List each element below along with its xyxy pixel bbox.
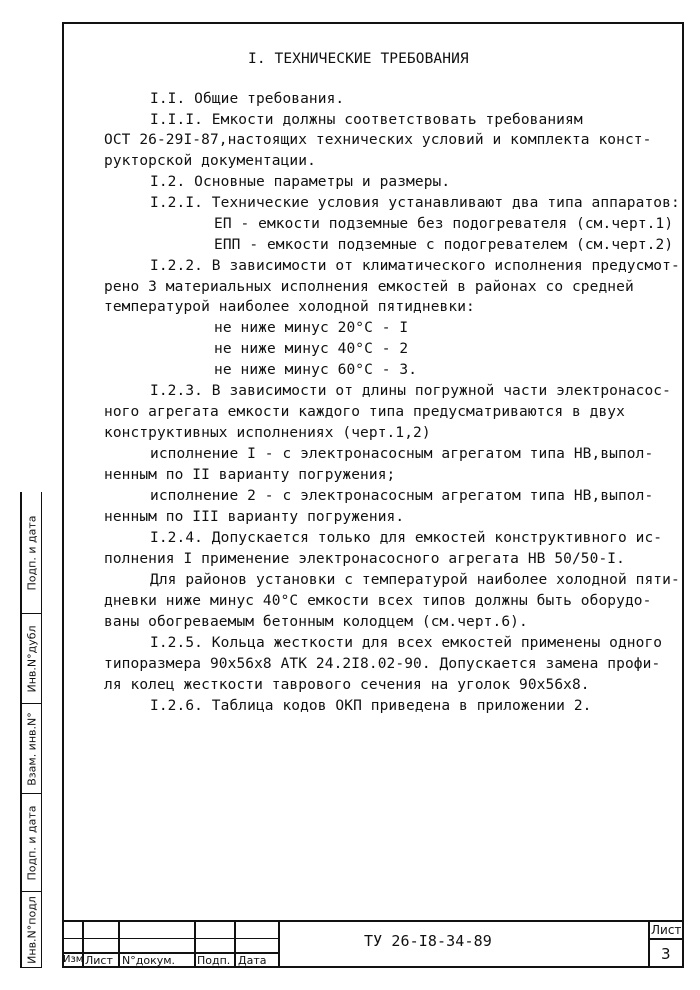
- body-line: I.2.3. В зависимости от длины погружной части электронасос-: [150, 383, 671, 399]
- side-label-vzam-inv: Взам. инв.N°: [22, 704, 42, 794]
- stamp-col-data: Дата: [238, 954, 267, 967]
- body-line: ЕП - емкости подземные без подогревателя (см.черт.1): [214, 216, 674, 232]
- body-line: ля колец жесткости таврового сечения на уголок 90х56х8.: [104, 677, 590, 693]
- body-line: рукторской документации.: [104, 153, 316, 169]
- body-line: конструктивных исполнениях (черт.1,2): [104, 425, 431, 441]
- body-line: ваны обогреваемым бетонным колодцем (см.черт.6).: [104, 614, 528, 630]
- body-line: исполнение I - с электронасосным агрегатом типа НВ,выпол-: [150, 446, 654, 462]
- stamp-col-doc-no: N°докум.: [122, 954, 176, 967]
- side-label-inv-podl: Инв.N°подл: [22, 892, 42, 968]
- stamp-col-izm: Изм: [63, 954, 84, 965]
- body-line: I.2.4. Допускается только для емкостей конструктивного ис-: [150, 530, 663, 546]
- side-label-podp-data-2: Подп. и дата: [22, 794, 42, 892]
- body-line: Для районов установки с температурой наиболее холодной пяти-: [150, 572, 680, 588]
- document-code: ТУ 26-I8-34-89: [364, 932, 492, 950]
- body-line: исполнение 2 - с электронасосным агрегатом типа НВ,выпол-: [150, 488, 654, 504]
- body-line: ненным по III варианту погружения.: [104, 509, 405, 525]
- body-line: не ниже минус 20°С - I: [214, 320, 409, 336]
- sheet-label: Лист: [651, 923, 682, 937]
- section-heading: I. ТЕХНИЧЕСКИЕ ТРЕБОВАНИЯ: [248, 51, 469, 67]
- body-line: I.I. Общие требования.: [150, 91, 345, 107]
- body-line: дневки ниже минус 40°С емкости всех типов должны быть оборудо-: [104, 593, 652, 609]
- body-line: I.2.6. Таблица кодов ОКП приведена в приложении 2.: [150, 698, 592, 714]
- side-label-inv-dubl: Инв.N°дубл: [22, 614, 42, 704]
- body-line: ненным по II варианту погружения;: [104, 467, 396, 483]
- side-stamp: [20, 492, 64, 968]
- stamp-col-podp: Подп.: [197, 954, 231, 967]
- body-line: ОСТ 26-29I-87,настоящих технических условий и комплекта конст-: [104, 132, 652, 148]
- body-line: ЕПП - емкости подземные с подогревателем (см.черт.2): [214, 237, 674, 253]
- body-line: не ниже минус 40°С - 2: [214, 341, 409, 357]
- body-line: ного агрегата емкости каждого типа предусматриваются в двух: [104, 404, 625, 420]
- stamp-col-list: Лист: [85, 954, 113, 967]
- body-line: полнения I применение электронасосного агрегата НВ 50/50-I.: [104, 551, 625, 567]
- body-line: I.2.I. Технические условия устанавливают два типа аппаратов:: [150, 195, 680, 211]
- body-line: I.I.I. Емкости должны соответствовать требованиям: [150, 112, 583, 128]
- body-line: не ниже минус 60°С - 3.: [214, 362, 418, 378]
- body-line: I.2. Основные параметры и размеры.: [150, 174, 451, 190]
- body-line: температурой наиболее холодной пятидневки:: [104, 299, 475, 315]
- body-line: рено 3 материальных исполнения емкостей в районах со средней: [104, 279, 634, 295]
- body-line: I.2.5. Кольца жесткости для всех емкостей применены одного: [150, 635, 663, 651]
- side-label-podp-data-1: Подп. и дата: [22, 492, 42, 614]
- body-line: типоразмера 90х56х8 АТК 24.2I8.02-90. Допускается замена профи-: [104, 656, 661, 672]
- sheet-number: 3: [661, 945, 671, 963]
- body-line: I.2.2. В зависимости от климатического исполнения предусмот-: [150, 258, 680, 274]
